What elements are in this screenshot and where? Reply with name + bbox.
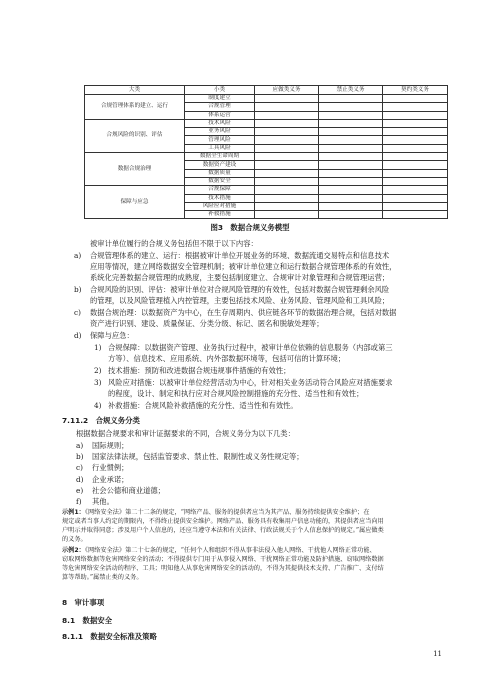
list-item-line: 合规风险的识别、评估：被审计单位对合规风险管理的有效性，包括对数据合规管理剩余风险 bbox=[90, 285, 390, 294]
minor-category-cell: 管理风险 bbox=[185, 136, 255, 144]
list-item: 行业惯例； bbox=[92, 463, 129, 472]
list-item-line: 系统化完善数据合规管理的成熟度，主要包括制度建立、合规审计对象管理和合规管理运营； bbox=[90, 273, 390, 282]
figure-caption: 图3 数据合规义务模型 bbox=[210, 223, 290, 232]
obligation-model-table bbox=[84, 85, 448, 219]
example-label: 示例2： bbox=[62, 547, 85, 554]
sub-list-item-line: 方等）、信息技术、应用系统、内外部数据环境等，包括可信的计算环境； bbox=[108, 354, 346, 363]
minor-category-cell: 合规管理 bbox=[185, 103, 255, 111]
header-prohibited: 禁止类义务 bbox=[319, 86, 383, 95]
list-label: b) bbox=[74, 285, 82, 294]
major-category-cell: 合规风险的识别、评估 bbox=[85, 119, 185, 152]
list-item-line: 合规管理体系的建立、运行：根据被审计单位开展业务的环境、数据流通交易特点和信息技术 bbox=[90, 251, 390, 260]
list-label: a) bbox=[76, 441, 84, 450]
minor-category-cell: 数据安全 bbox=[185, 177, 255, 185]
section-intro: 根据数据合规要求和审计证据要求的不同，合规义务分为以下几类： bbox=[76, 429, 295, 438]
minor-category-cell: 合规保障 bbox=[185, 186, 255, 194]
table-row bbox=[85, 119, 448, 127]
minor-category-cell: 补救措施 bbox=[185, 211, 255, 219]
table-row bbox=[85, 95, 448, 103]
sub-list-item-line: 风险应对措施：以被审计单位经营活动为中心，针对相关业务活动符合风险应对措施要求 bbox=[108, 378, 393, 387]
example-line: 算等帮助。”属禁止类的义务。 bbox=[62, 574, 143, 581]
list-label: e) bbox=[76, 486, 84, 495]
example-line: 等危害网络安全活动的程序、工具；明知他人从事危害网络安全的活动的，不得为其提供技术支持、广告推广、支付结 bbox=[62, 565, 384, 572]
section-heading-8: 8 审计事项 bbox=[62, 598, 105, 607]
example-line: 《网络安全法》第二十七条的规定，“任何个人和组织不得从事非法侵入他人网络、干扰他人网络正常功能、 bbox=[84, 547, 376, 554]
minor-category-cell: 风险应对措施 bbox=[185, 202, 255, 210]
minor-category-cell: 工具风险 bbox=[185, 144, 255, 152]
section-heading-8-1-1: 8.1.1 数据安全标准及策略 bbox=[62, 632, 157, 641]
list-label: f) bbox=[76, 497, 82, 506]
list-item: 其他。 bbox=[92, 497, 114, 506]
list-item: 社会公德和商业道德； bbox=[92, 486, 165, 495]
sub-list-item-line: 补救措施：合规风险补救措施的充分性、适当性和有效性。 bbox=[108, 401, 298, 410]
minor-category-cell: 体系运营 bbox=[185, 111, 255, 119]
list-item-line: 数据合规治理：以数据资产为中心，在生存周期内、供应链各环节的数据治理合规，包括对数据 bbox=[90, 308, 397, 317]
example-line: 窃取网络数据等危害网络安全的活动；不得提供专门用于从事侵入网络、干扰网络正常功能及防护措施、窃取网络数据 bbox=[62, 556, 384, 563]
minor-category-cell: 技术风险 bbox=[185, 119, 255, 127]
section-heading-8-1: 8.1 数据安全 bbox=[62, 616, 113, 625]
minor-category-cell: 数据质量 bbox=[185, 169, 255, 177]
list-label: b) bbox=[76, 452, 84, 461]
major-category-cell: 数据合规治理 bbox=[85, 153, 185, 186]
header-major: 大类 bbox=[85, 86, 185, 95]
list-label: d) bbox=[74, 331, 82, 340]
minor-category-cell: 制度建立 bbox=[185, 95, 255, 103]
minor-category-cell: 数据资产建设 bbox=[185, 161, 255, 169]
list-label: d) bbox=[76, 475, 84, 484]
example-2 bbox=[62, 547, 376, 555]
example-line: 《网络安全法》第二十二条的规定，“网络产品、服务的提供者应当为其产品、服务持续提供安全维护；在 bbox=[84, 509, 370, 516]
list-label: c) bbox=[76, 463, 83, 472]
example-line: 户明示并取得同意；涉及用户个人信息的，还应当遵守本法和有关法律、行政法规关于个人信息保护的规定。”属应做类 bbox=[62, 527, 384, 534]
table-header-row bbox=[85, 86, 448, 95]
minor-category-cell: 技术措施 bbox=[185, 194, 255, 202]
section-heading-7-11-2: 7.11.2 合规义务分类 bbox=[62, 416, 140, 425]
sub-list-label: 1) bbox=[94, 343, 102, 352]
list-item-line: 的管理，以及风险管理植入内控管理，主要包括技术风险、业务风险、管理风险和工具风险； bbox=[90, 296, 390, 305]
intro-paragraph: 被审计单位履行的合规义务包括但不限于以下内容： bbox=[90, 239, 258, 248]
page-number: 11 bbox=[433, 650, 442, 658]
header-should-do: 应做类义务 bbox=[255, 86, 319, 95]
table-row bbox=[85, 186, 448, 194]
list-label: c) bbox=[74, 308, 81, 317]
list-item-line: 保障与应急： bbox=[90, 331, 134, 340]
minor-category-cell: 业务风险 bbox=[185, 128, 255, 136]
list-item: 企业承诺； bbox=[92, 475, 129, 484]
header-contract: 契约类义务 bbox=[383, 86, 448, 95]
sub-list-item-line: 的程度，设计、制定和执行应对合规风险控制措施的充分性、适当性和有效性； bbox=[108, 389, 364, 398]
sub-list-label: 2) bbox=[94, 366, 102, 375]
header-minor: 小类 bbox=[185, 86, 255, 95]
example-1 bbox=[62, 509, 370, 517]
list-item: 国家法律法规，包括监管要求、禁止性、限制性或义务性规定等； bbox=[92, 452, 304, 461]
example-line: 规定或者当事人约定的期限内，不得终止提供安全维护。网络产品、服务具有收集用户信息功能的，其提供者应当向用 bbox=[62, 518, 384, 525]
minor-category-cell: 数据全生命周期 bbox=[185, 153, 255, 161]
table-row bbox=[85, 153, 448, 161]
list-item-line: 应用等情况，建立网络数据安全管理机制；被审计单位建立和运行数据合规管理体系的有效性， bbox=[90, 262, 397, 271]
list-label: a) bbox=[74, 251, 82, 260]
list-item-line: 资产进行识别、建设、质量保证、分类分级、标记、匿名和脱敏处理等； bbox=[90, 319, 324, 328]
major-category-cell: 保障与应急 bbox=[85, 186, 185, 219]
sub-list-label: 4) bbox=[94, 401, 102, 410]
sub-list-label: 3) bbox=[94, 378, 102, 387]
sub-list-item-line: 技术措施：预防和改进数据合规违规事件措施的有效性； bbox=[108, 366, 291, 375]
sub-list-item-line: 合规保障：以数据资产管理、业务执行过程中，被审计单位依赖的信息服务（内部或第三 bbox=[108, 343, 393, 352]
list-item: 国际规则； bbox=[92, 441, 129, 450]
example-line: 的义务。 bbox=[62, 536, 87, 543]
example-label: 示例1： bbox=[62, 509, 85, 516]
major-category-cell: 合规管理体系的建立、运行 bbox=[85, 95, 185, 120]
